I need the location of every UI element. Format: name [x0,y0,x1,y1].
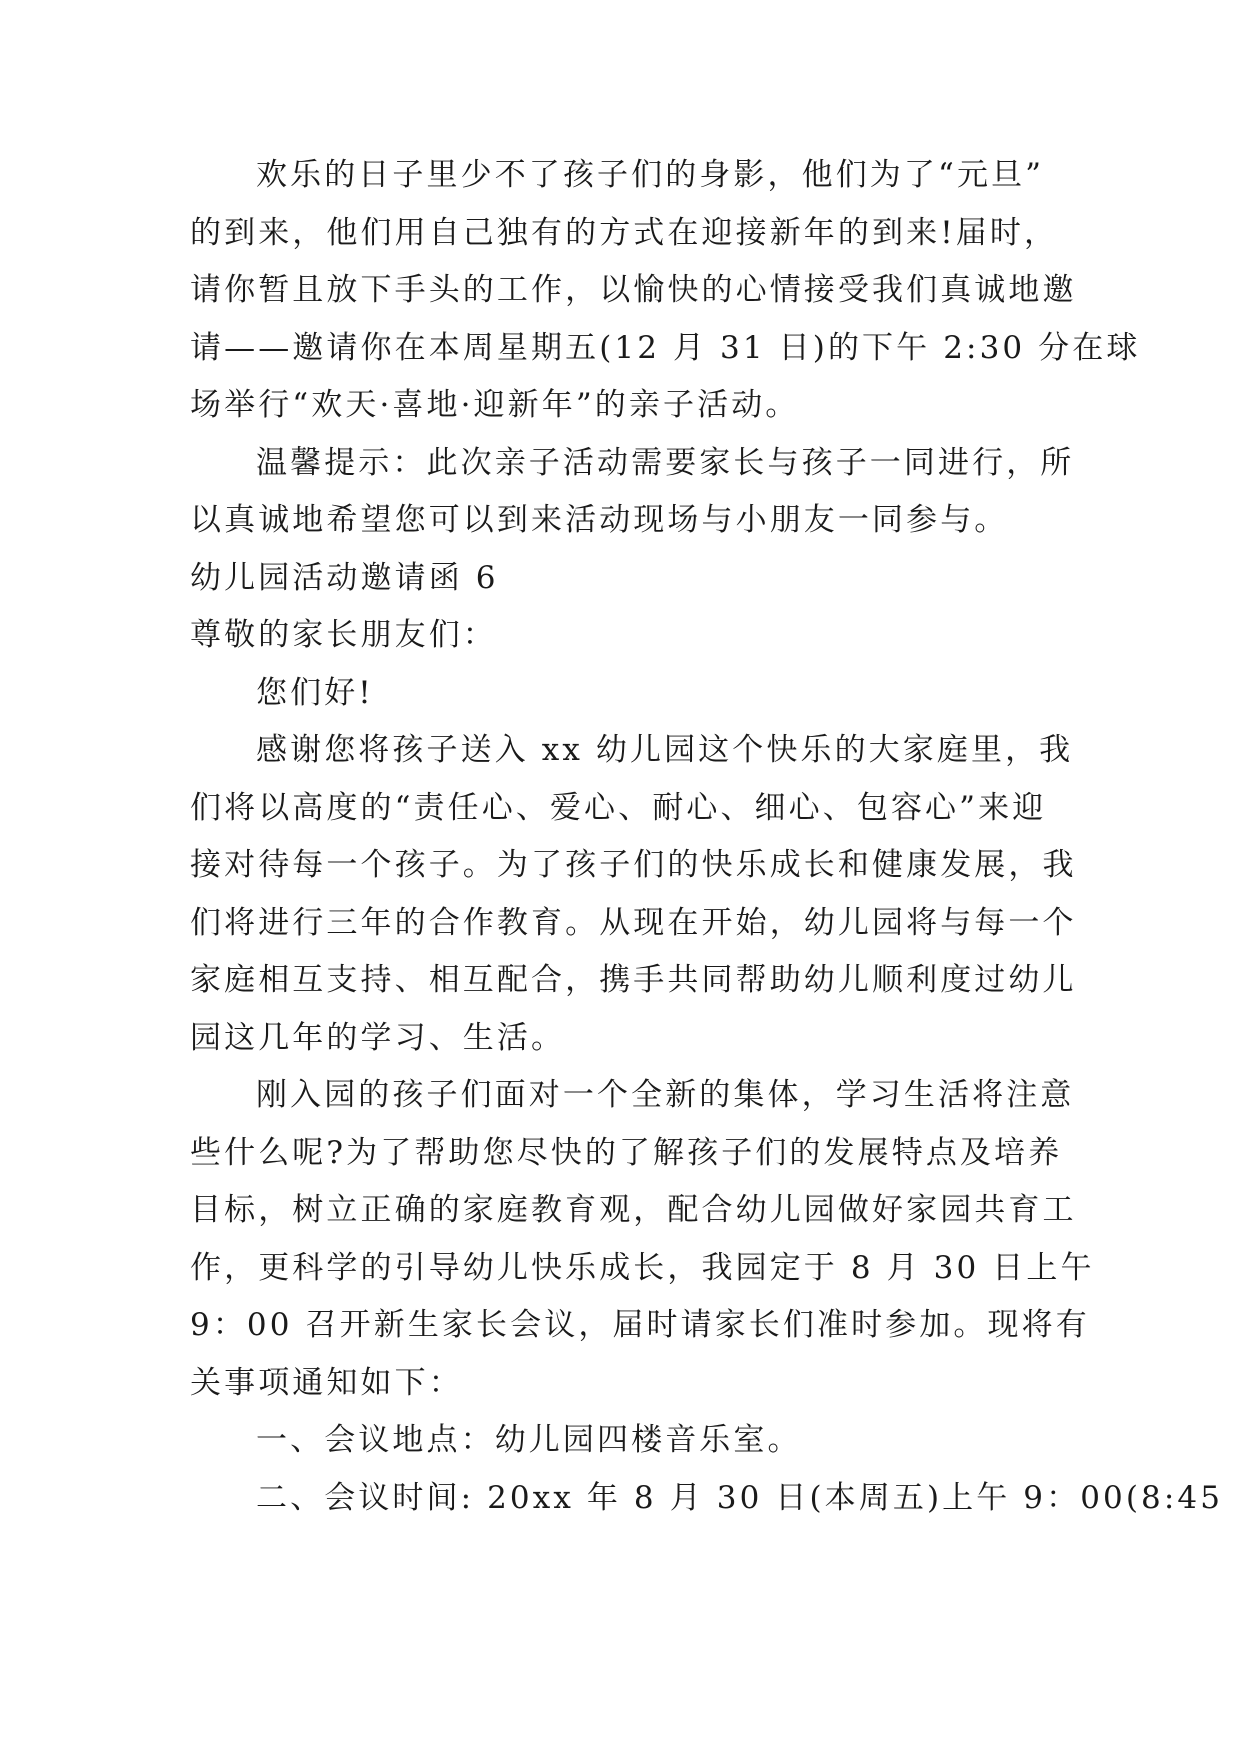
paragraph-line: 关事项通知如下： [190,1364,463,1401]
paragraph-line: 场举行“欢天·喜地·迎新年”的亲子活动。 [190,387,800,423]
salutation: 尊敬的家长朋友们： [190,617,497,653]
document-body [190,155,1224,1535]
paragraph-line: 些什么呢?为了帮助您尽快的了解孩子们的发展特点及培养 [190,1134,1063,1171]
paragraph-line: 园这几年的学习、生活。 [190,1019,566,1056]
paragraph-line: 请——邀请你在本周星期五(12 月 31 日)的下午 2:30 分在球 [190,329,1141,366]
paragraph-line: 欢乐的日子里少不了孩子们的身影，他们为了“元旦” [256,157,1045,193]
paragraph-line: 们将进行三年的合作教育。从现在开始，幼儿园将与每一个 [190,904,1077,941]
paragraph-line: 的到来，他们用自己独有的方式在迎接新年的到来!届时， [190,214,1059,251]
greeting: 您们好! [256,674,374,711]
section-heading: 幼儿园活动邀请函 6 [190,559,499,596]
paragraph-line: 们将以高度的“责任心、爱心、耐心、细心、包容心”来迎 [190,789,1047,826]
paragraph-line: 9：00 召开新生家长会议，届时请家长们准时参加。现将有 [190,1307,1090,1343]
list-item-location: 一、会议地点：幼儿园四楼音乐室。 [256,1422,802,1458]
paragraph-line: 目标，树立正确的家庭教育观，配合幼儿园做好家园共育工 [190,1192,1077,1228]
reminder-line: 温馨提示：此次亲子活动需要家长与孩子一同进行，所 [256,444,1075,481]
paragraph-line: 接对待每一个孩子。为了孩子们的快乐成长和健康发展，我 [190,847,1077,883]
paragraph-line: 家庭相互支持、相互配合，携手共同帮助幼儿顺利度过幼儿 [190,962,1077,998]
list-item-time: 二、会议时间: 20xx 年 8 月 30 日(本周五)上午 9：00(8:45 [256,1479,1224,1516]
reminder-line: 以真诚地希望您可以到来活动现场与小朋友一同参与。 [190,502,1009,538]
paragraph-line: 感谢您将孩子送入 xx 幼儿园这个快乐的大家庭里，我 [256,732,1074,768]
paragraph-line: 作，更科学的引导幼儿快乐成长，我园定于 8 月 30 日上午 [190,1249,1095,1286]
paragraph-line: 刚入园的孩子们面对一个全新的集体，学习生活将注意 [256,1077,1075,1113]
paragraph-line: 请你暂且放下手头的工作，以愉快的心情接受我们真诚地邀 [190,272,1077,308]
